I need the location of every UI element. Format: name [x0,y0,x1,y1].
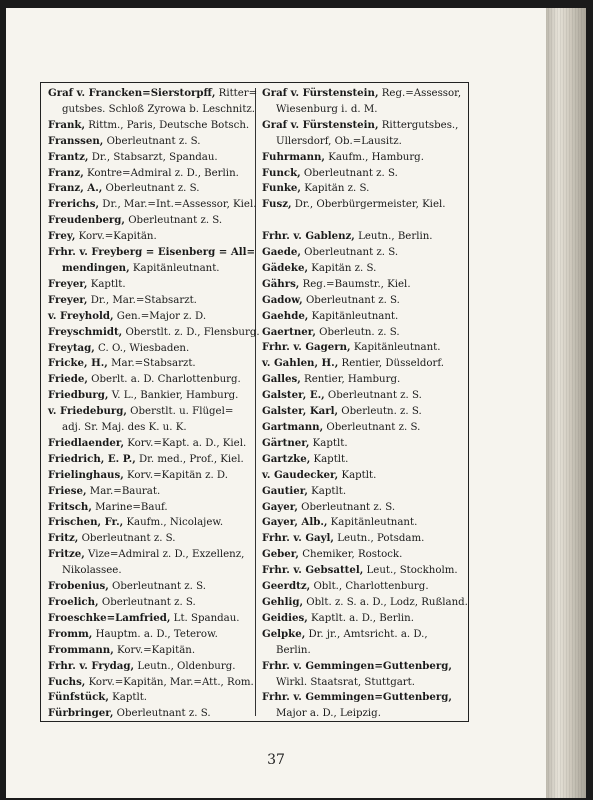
entry: Graf v. Fürstenstein, Rittergutsbes., [262,118,459,131]
entry: adj. Sr. Maj. des K. u. K. [62,422,187,434]
entry: Gaehde, Kapitänleutnant. [262,309,399,322]
entry: Friese, Mar.=Baurat. [48,484,161,497]
entry: Wiesenburg i. d. M. [276,103,378,115]
entry: Fritze, Vize=Admiral z. D., Exzellenz, [48,548,245,561]
entry: Freyschmidt, Oberstlt. z. D., Flensburg. [48,325,260,338]
entry: Fürbringer, Oberleutnant z. S. [48,707,211,720]
entry: Geidies, Kaptlt. a. D., Berlin. [262,611,414,624]
entry: Geber, Chemiker, Rostock. [262,548,403,561]
entry: Frank, Rittm., Paris, Deutsche Botsch. [48,118,250,131]
entry: Gehlig, Oblt. z. S. a. D., Lodz, Rußland. [262,595,468,608]
entry: Frantz, Dr., Stabsarzt, Spandau. [48,150,218,163]
entry: v. Gaudecker, Kaptlt. [262,468,377,481]
entry: v. Friedeburg, Oberstlt. u. Flügel= [48,405,234,418]
entry: Frhr. v. Gemmingen=Guttenberg, [262,691,452,704]
entry: Gartzke, Kaptlt. [262,452,349,465]
entry: Ullersdorf, Ob.=Lausitz. [276,135,402,147]
entry: Fusz, Dr., Oberbürgermeister, Kiel. [262,198,446,211]
entry: Franssen, Oberleutnant z. S. [48,134,201,147]
entry: Freudenberg, Oberleutnant z. S. [48,214,223,227]
entry: Freyer, Kaptlt. [48,277,126,290]
entry: Frhr. v. Gemmingen=Guttenberg, [262,659,452,672]
entry: Funck, Oberleutnant z. S. [262,166,398,179]
entry: Gayer, Alb., Kapitänleutnant. [262,516,418,529]
entry: Gayer, Oberleutnant z. S. [262,500,396,513]
entry: Berlin. [276,644,311,656]
entry: Funke, Kapitän z. S. [262,182,370,195]
section-gap [262,213,467,229]
entry: Frhr. v. Gebsattel, Leut., Stockholm. [262,564,458,577]
entry: Major a. D., Leipzig. [276,708,381,720]
entry: Friedrich, E. P., Dr. med., Prof., Kiel. [48,452,244,465]
entry: Freytag, C. O., Wiesbaden. [48,341,190,354]
entry: Gartmann, Oberleutnant z. S. [262,421,421,434]
entry: Frhr. v. Gayl, Leutn., Potsdam. [262,532,425,545]
entry: Gaede, Oberleutnant z. S. [262,246,399,259]
entry: Franz, A., Oberleutnant z. S. [48,182,200,195]
entry: Gährs, Reg.=Baumstr., Kiel. [262,277,411,290]
entry: Frey, Korv.=Kapitän. [48,230,157,243]
entry: Frhr. v. Gagern, Kapitänleutnant. [262,341,441,354]
right-column [262,86,467,722]
entry: Fromm, Hauptm. a. D., Teterow. [48,627,218,640]
page-number: 37 [267,752,285,768]
entry: Graf v. Francken=Sierstorpff, Ritter= [48,87,258,99]
column-divider [255,88,256,716]
entry: Frerichs, Dr., Mar.=Int.=Assessor, Kiel. [48,198,257,211]
entry: v. Gahlen, H., Rentier, Düsseldorf. [262,357,445,370]
entry: Fricke, H., Mar.=Stabsarzt. [48,357,196,370]
entry: Frobenius, Oberleutnant z. S. [48,580,206,593]
entry: Galster, E., Oberleutnant z. S. [262,389,422,402]
entry: Nikolassee. [62,565,122,577]
entry: Frhr. v. Freyberg = Eisenberg = All= [48,246,256,259]
entry: Froelich, Oberleutnant z. S. [48,596,196,608]
entry: Fritz, Oberleutnant z. S. [48,532,176,545]
entry: Friedburg, V. L., Bankier, Hamburg. [48,389,239,402]
entry: Geerdtz, Oblt., Charlottenburg. [262,580,429,593]
entry: Galster, Karl, Oberleutn. z. S. [262,405,422,418]
entry: Frischen, Fr., Kaufm., Nicolajew. [48,516,224,529]
page-stack-lines [548,8,584,798]
entry: Fuchs, Korv.=Kapitän, Mar.=Att., Rom. [48,675,254,688]
entry: Graf v. Fürstenstein, Reg.=Assessor, [262,87,462,99]
entry: mendingen, Kapitänleutnant. [62,261,220,274]
entry: Frielinghaus, Korv.=Kapitän z. D. [48,468,228,481]
entry: v. Freyhold, Gen.=Major z. D. [48,309,207,322]
entry: gutsbes. Schloß Zyrowa b. Leschnitz. [62,103,256,115]
entry: Fuhrmann, Kaufm., Hamburg. [262,150,424,163]
entry: Gädeke, Kapitän z. S. [262,261,377,274]
entry: Gärtner, Kaptlt. [262,436,348,449]
entry: Froeschke=Lamfried, Lt. Spandau. [48,611,240,624]
entry: Fritsch, Marine=Bauf. [48,500,168,513]
entry: Gelpke, Dr. jr., Amtsricht. a. D., [262,627,428,640]
entry: Gautier, Kaptlt. [262,484,347,497]
entry: Frhr. v. Frydag, Leutn., Oldenburg. [48,659,236,672]
entry: Gadow, Oberleutnant z. S. [262,293,400,306]
entry: Friedlaender, Korv.=Kapt. a. D., Kiel. [48,436,247,449]
entry: Frhr. v. Gablenz, Leutn., Berlin. [262,230,433,243]
entry: Friede, Oberlt. a. D. Charlottenburg. [48,373,241,386]
entry: Wirkl. Staatsrat, Stuttgart. [276,676,416,688]
entry: Galles, Rentier, Hamburg. [262,373,401,386]
entry: Gaertner, Oberleutn. z. S. [262,325,400,338]
entry: Freyer, Dr., Mar.=Stabsarzt. [48,293,197,306]
entry: Fünfstück, Kaptlt. [48,691,148,704]
entry: Franz, Kontre=Admiral z. D., Berlin. [48,166,239,179]
left-column [48,86,260,722]
entry: Frommann, Korv.=Kapitän. [48,643,196,656]
